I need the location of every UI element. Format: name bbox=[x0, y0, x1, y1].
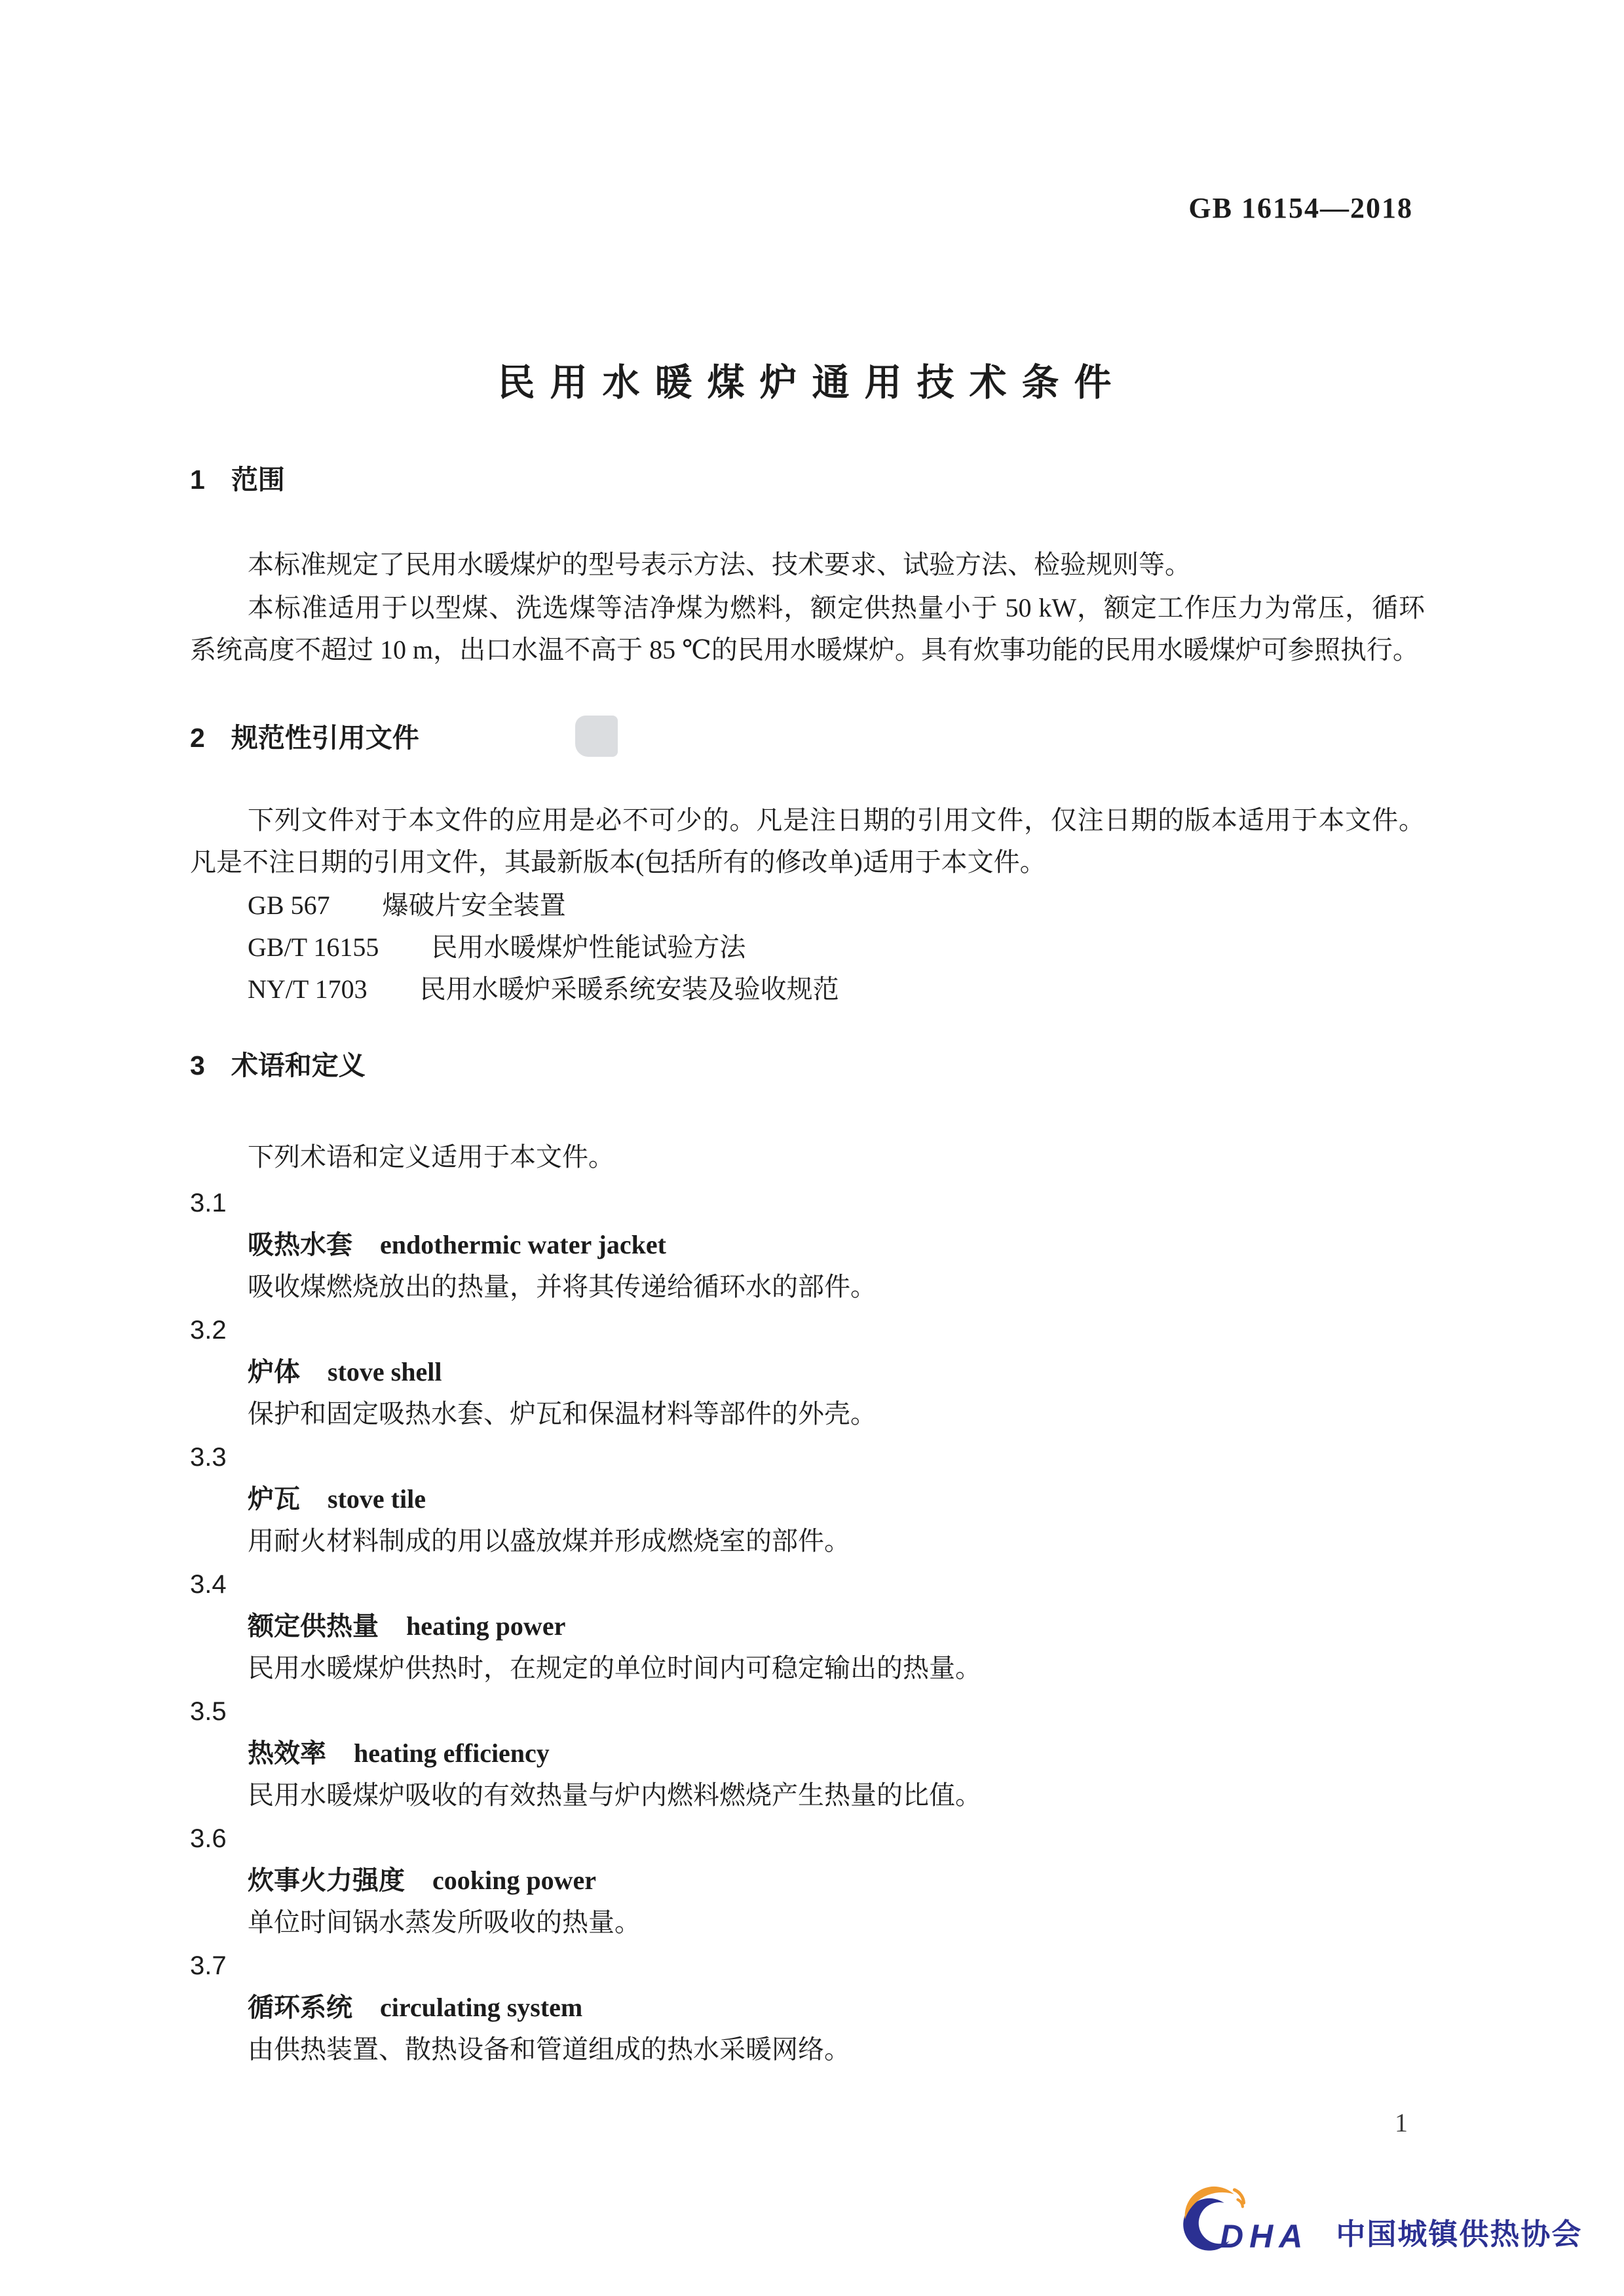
term-en: stove tile bbox=[328, 1484, 426, 1514]
term-number: 3.1 bbox=[190, 1189, 227, 1217]
doc-number: GB 16154—2018 bbox=[1188, 192, 1413, 224]
term-title bbox=[248, 1860, 1425, 1902]
term-entry-3-7 bbox=[190, 1945, 1425, 2071]
term-number: 3.5 bbox=[190, 1697, 227, 1726]
term-en: heating efficiency bbox=[354, 1738, 550, 1768]
cdha-logo-text: 中国城镇供热协会 bbox=[1336, 2217, 1583, 2251]
term-number: 3.3 bbox=[190, 1443, 227, 1472]
section-title: 范围 bbox=[231, 465, 285, 495]
term-zh: 炊事火力强度 bbox=[248, 1866, 405, 1895]
term-title bbox=[248, 1732, 1425, 1774]
scope-paragraph-2: 本标准适用于以型煤、洗选煤等洁净煤为燃料，额定供热量小于 50 kW，额定工作压力为常压，循环系统高度不超过 10 m，出口水温不高于 85 ℃的民用水暖煤炉。具有炊事功能的民用水暖煤炉可参照执行。 bbox=[190, 593, 1425, 664]
term-zh: 额定供热量 bbox=[248, 1612, 379, 1641]
document-body bbox=[190, 459, 1425, 2071]
term-entry-3-6 bbox=[190, 1818, 1425, 1943]
reference-code: GB/T 16155 bbox=[248, 932, 379, 962]
term-zh: 吸热水套 bbox=[248, 1231, 352, 1259]
term-en: endothermic water jacket bbox=[380, 1230, 666, 1259]
term-title bbox=[248, 1478, 1425, 1520]
references-paragraph: 下列文件对于本文件的应用是必不可少的。凡是注日期的引用文件，仅注日期的版本适用于本文件。凡是不注日期的引用文件，其最新版本(包括所有的修改单)适用于本文件。 bbox=[190, 805, 1425, 877]
term-definition: 民用水暖煤炉供热时，在规定的单位时间内可稳定输出的热量。 bbox=[248, 1653, 981, 1683]
reference-title: 民用水暖煤炉性能试验方法 bbox=[431, 932, 746, 962]
reference-list bbox=[190, 885, 1425, 1010]
reference-item bbox=[248, 968, 1425, 1010]
term-entry-3-5 bbox=[190, 1691, 1425, 1816]
term-en: cooking power bbox=[432, 1866, 596, 1895]
section-2-heading bbox=[190, 721, 1425, 755]
reference-title: 爆破片安全装置 bbox=[382, 890, 566, 920]
terms-intro: 下列术语和定义适用于本文件。 bbox=[248, 1142, 614, 1172]
term-definition: 单位时间锅水蒸发所吸收的热量。 bbox=[248, 1907, 641, 1937]
term-definition: 用耐火材料制成的用以盛放煤并形成燃烧室的部件。 bbox=[248, 1526, 850, 1556]
reference-title: 民用水暖炉采暖系统安装及验收规范 bbox=[419, 974, 839, 1004]
term-entry-3-4 bbox=[190, 1563, 1425, 1689]
reference-item bbox=[248, 885, 1425, 927]
reference-code: NY/T 1703 bbox=[248, 974, 368, 1004]
section-title: 术语和定义 bbox=[231, 1050, 366, 1081]
term-zh: 循环系统 bbox=[248, 1993, 352, 2022]
cdha-logo-abbr: DHA bbox=[1220, 2218, 1309, 2255]
term-number: 3.7 bbox=[190, 1951, 227, 1980]
section-3-heading bbox=[190, 1048, 1425, 1082]
section-1-heading bbox=[190, 463, 1425, 497]
term-zh: 炉瓦 bbox=[248, 1485, 300, 1514]
section-title: 规范性引用文件 bbox=[231, 723, 419, 753]
term-en: stove shell bbox=[328, 1357, 442, 1387]
term-entry-3-3 bbox=[190, 1436, 1425, 1562]
term-definition: 保护和固定吸热水套、炉瓦和保温材料等部件的外壳。 bbox=[248, 1399, 877, 1428]
section-number: 3 bbox=[190, 1050, 205, 1081]
term-en: heating power bbox=[406, 1611, 566, 1641]
term-definition: 民用水暖煤炉吸收的有效热量与炉内燃料燃烧产生热量的比值。 bbox=[248, 1780, 981, 1810]
term-title bbox=[248, 1987, 1425, 2029]
term-zh: 热效率 bbox=[248, 1739, 326, 1768]
term-number: 3.6 bbox=[190, 1824, 227, 1853]
term-en: circulating system bbox=[380, 1993, 583, 2022]
scope-paragraph-1: 本标准规定了民用水暖煤炉的型号表示方法、技术要求、试验方法、检验规则等。 bbox=[248, 550, 1191, 579]
section-number: 2 bbox=[190, 723, 205, 753]
page-title: 民用水暖煤炉通用技术条件 bbox=[497, 362, 1127, 404]
term-zh: 炉体 bbox=[248, 1358, 300, 1387]
cdha-logo bbox=[1180, 2177, 1582, 2254]
term-entry-3-1 bbox=[190, 1182, 1425, 1308]
term-number: 3.4 bbox=[190, 1570, 227, 1599]
term-definition: 吸收煤燃烧放出的热量，并将其传递给循环水的部件。 bbox=[248, 1272, 877, 1301]
term-entry-3-2 bbox=[190, 1309, 1425, 1435]
term-number: 3.2 bbox=[190, 1316, 227, 1345]
term-title bbox=[248, 1351, 1425, 1393]
reference-code: GB 567 bbox=[248, 890, 330, 920]
page-number: 1 bbox=[1395, 2108, 1408, 2137]
term-title bbox=[248, 1605, 1425, 1647]
reference-item bbox=[248, 927, 1425, 968]
term-title bbox=[248, 1224, 1425, 1266]
term-definition: 由供热装置、散热设备和管道组成的热水采暖网络。 bbox=[248, 2035, 850, 2064]
section-number: 1 bbox=[190, 465, 205, 495]
